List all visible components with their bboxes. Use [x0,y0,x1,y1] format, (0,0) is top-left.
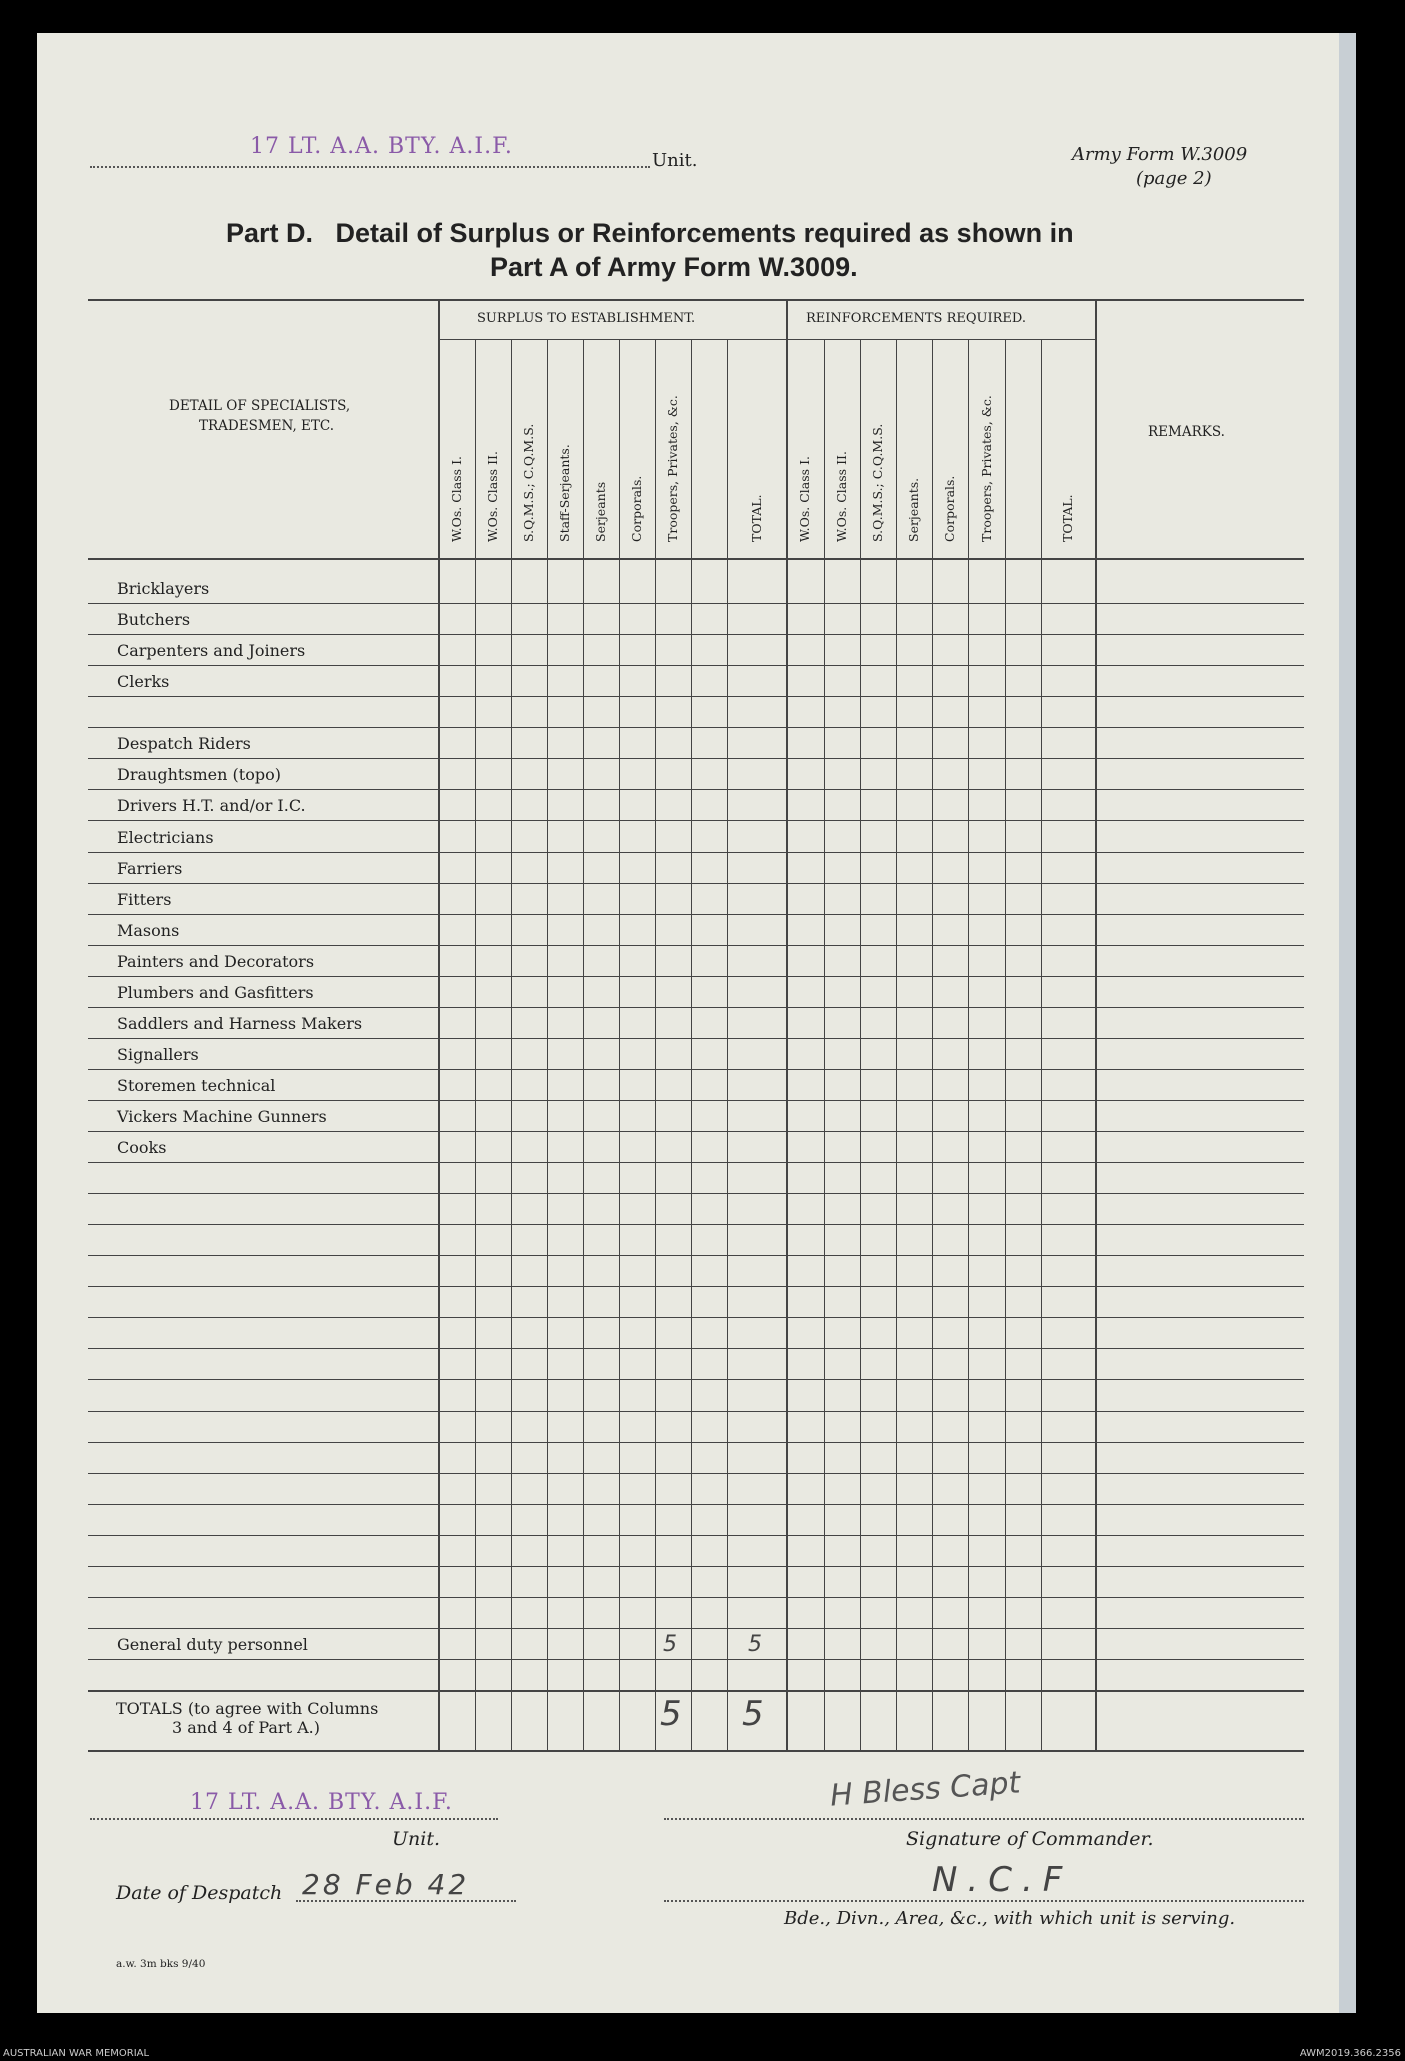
reinforcement-column-header: Troopers, Privates, &c. [979,395,994,542]
totals-label-line2: 3 and 4 of Part A.) [172,1718,320,1737]
date-value: 28 Feb 42 [302,1868,470,1901]
table-row-rule [88,1379,1304,1380]
row-label: Vickers Machine Gunners [117,1107,327,1126]
table-row-rule [88,727,1304,728]
detail-header-line2: TRADESMEN, ETC. [199,418,335,434]
table-row-rule [88,1597,1304,1598]
reinforcements-header: REINFORCEMENTS REQUIRED. [806,311,1026,326]
table-row-rule [88,603,1304,604]
surplus-column-rule [691,339,692,1750]
row-label: Saddlers and Harness Makers [117,1014,363,1033]
reinforcement-column-rule [1041,339,1042,1750]
row-label: Carpenters and Joiners [117,641,306,660]
unit-dotted-line-bottom [90,1818,498,1820]
table-row-rule [88,1566,1304,1567]
reinforcement-column-rule [968,339,969,1750]
reinforcement-column-rule [860,339,861,1750]
surplus-header: SURPLUS TO ESTABLISHMENT. [477,311,696,326]
table-row-rule [88,634,1304,635]
surplus-column-header: Corporals. [629,475,644,542]
signature-label: Signature of Commander. [906,1828,1154,1850]
row-label: Masons [117,921,180,940]
surplus-column-rule [511,339,512,1750]
general-duty-total-value: 5 [748,1632,762,1657]
caption-left: AUSTRALIAN WAR MEMORIAL [3,2048,150,2059]
reinforcement-column-header: TOTAL. [1060,494,1075,542]
table-row-rule [88,976,1304,977]
surplus-column-rule [475,339,476,1750]
row-label: Signallers [117,1045,199,1064]
group-subheader-rule [438,339,1095,340]
reinforcement-column-header: W.Os. Class I. [797,456,812,542]
totals-label-line1: TOTALS (to agree with Columns [116,1699,379,1718]
table-row-rule [88,665,1304,666]
unit-label-top: Unit. [652,150,698,171]
row-label: Cooks [117,1138,167,1157]
table-row-rule [88,1659,1304,1660]
surplus-column-header: TOTAL. [749,494,764,542]
table-row-rule [88,1473,1304,1474]
unit-stamp-bottom: 17 LT. A.A. BTY. A.I.F. [190,1790,453,1815]
caption-right: AWM2019.366.2356 [1299,2048,1401,2059]
surplus-column-rule [655,339,656,1750]
formation-value: N.C.F [932,1860,1073,1900]
table-row-rule [88,1442,1304,1443]
row-label: General duty personnel [117,1635,308,1654]
row-label: Bricklayers [117,579,210,598]
row-label: Fitters [117,890,172,909]
table-row-rule [88,820,1304,821]
remarks-column-rule [1095,299,1097,1750]
table-row-rule [88,852,1304,853]
form-title-line1: Part D. Detail of Surplus or Reinforcements required as shown in [226,218,1074,248]
formation-dotted-line [664,1900,1304,1902]
table-row-rule [88,1131,1304,1132]
reinforcement-column-rule [1005,339,1006,1750]
table-row-rule [88,1286,1304,1287]
surplus-column-header: Serjeants [593,481,608,542]
row-label: Farriers [117,859,183,878]
paper-edge [1339,33,1356,2013]
table-row-rule [88,1628,1304,1629]
table-row-rule [88,1100,1304,1101]
remarks-header: REMARKS. [1148,424,1225,440]
surplus-column-rule [583,339,584,1750]
row-label: Despatch Riders [117,734,251,753]
reinforcement-column-rule [932,339,933,1750]
reinforcement-column-header: Serjeants. [906,477,921,542]
table-row-rule [88,1348,1304,1349]
table-header-rule [88,558,1304,560]
row-label: Butchers [117,610,191,629]
detail-header-line1: DETAIL OF SPECIALISTS, [169,398,351,414]
surplus-column-rule [619,339,620,1750]
form-title-line2: Part A of Army Form W.3009. [490,252,858,282]
form-id: Army Form W.3009 [1072,144,1248,165]
row-label: Draughtsmen (topo) [117,765,281,784]
unit-label-bottom: Unit. [392,1828,441,1850]
unit-dotted-line-top [90,166,650,168]
surplus-column-header: W.Os. Class II. [485,451,500,542]
table-row-rule [88,1255,1304,1256]
reinforcement-column-header: S.Q.M.S.; C.Q.M.S. [870,423,885,542]
table-row-rule [88,1504,1304,1505]
table-row-rule [88,1317,1304,1318]
table-row-rule [88,1535,1304,1536]
table-row-rule [88,1193,1304,1194]
row-label: Electricians [117,828,214,847]
commander-signature: H Bless Capt [829,1765,1022,1814]
signature-dotted-line [664,1818,1304,1820]
table-row-rule [88,1224,1304,1225]
group-divider-rule [786,299,788,1750]
table-row-rule [88,696,1304,697]
surplus-column-header: S.Q.M.S.; C.Q.M.S. [521,423,536,542]
reinforcement-column-header: Corporals. [942,475,957,542]
table-row-rule [88,1411,1304,1412]
table-row-rule [88,945,1304,946]
row-label: Clerks [117,672,170,691]
table-top-rule [88,299,1304,301]
surplus-column-header: W.Os. Class I. [449,456,464,542]
row-label: Painters and Decorators [117,952,315,971]
row-label: Drivers H.T. and/or I.C. [117,796,306,815]
formation-label: Bde., Divn., Area, &c., with which unit is serving. [784,1908,1236,1929]
table-row-rule [88,1162,1304,1163]
detail-column-rule [438,299,440,1750]
page-ref: (page 2) [1136,168,1212,189]
surplus-column-header: Staff-Serjeants. [557,444,572,542]
table-row-rule [88,1690,1304,1692]
date-label: Date of Despatch [116,1882,283,1904]
row-label: Plumbers and Gasfitters [117,983,314,1002]
table-row-rule [88,1007,1304,1008]
table-row-rule [88,1038,1304,1039]
table-row-rule [88,1069,1304,1070]
surplus-total-rule [727,339,728,1750]
table-bottom-rule [88,1750,1304,1752]
reinforcement-column-header: W.Os. Class II. [834,451,849,542]
table-row-rule [88,789,1304,790]
unit-stamp-top: 17 LT. A.A. BTY. A.I.F. [250,134,513,159]
reinforcement-column-rule [824,339,825,1750]
print-code: a.w. 3m bks 9/40 [116,1958,206,1970]
table-row-rule [88,758,1304,759]
table-row-rule [88,914,1304,915]
surplus-column-header: Troopers, Privates, &c. [665,395,680,542]
table-row-rule [88,883,1304,884]
row-label: Storemen technical [117,1076,276,1095]
reinforcement-column-rule [896,339,897,1750]
surplus-column-rule [547,339,548,1750]
general-duty-troopers-value: 5 [663,1632,677,1657]
totals-total-value: 5 [742,1694,764,1734]
totals-troopers-value: 5 [660,1694,682,1734]
